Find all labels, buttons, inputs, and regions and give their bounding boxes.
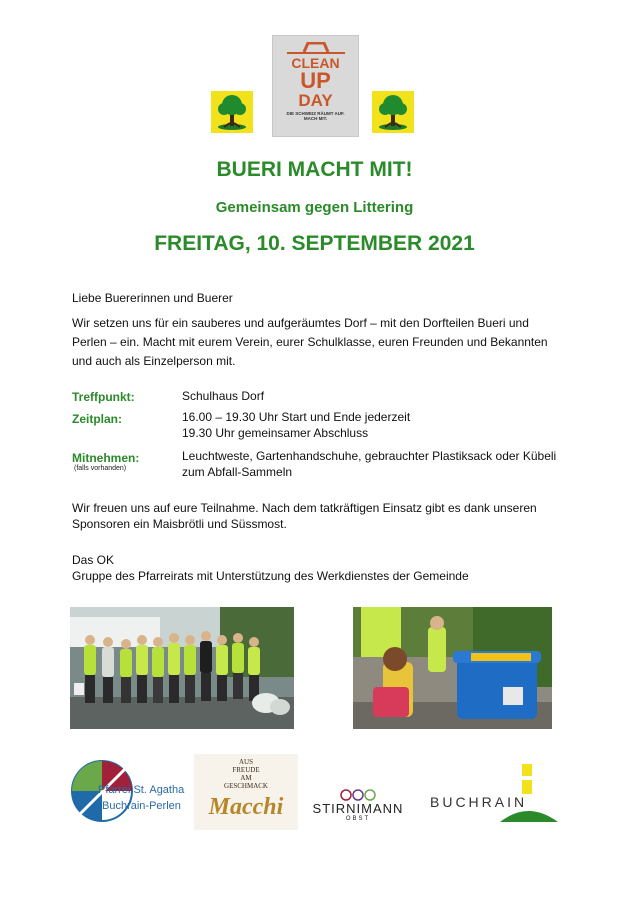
meet-label: Treffpunkt: [72, 390, 135, 404]
bring-value: Leuchtweste, Gartenhandschuhe, gebrauchter Plastiksack oder Kübeli zum Abfall-Sammeln [182, 449, 557, 479]
pfarrei-name-line-1: Pfarrei St. Agatha [98, 784, 185, 796]
pfarrei-name-line-2: Buchrain-Perlen [102, 800, 181, 812]
macchi-wordmark: Macchi [208, 794, 284, 820]
tree-badge-left [211, 91, 253, 133]
tree-badge-right [372, 91, 414, 133]
tree-icon [375, 93, 411, 131]
greeting: Liebe Buererinnen und Buerer [72, 291, 233, 305]
buchrain-logo-icon [500, 760, 560, 824]
subheadline: Gemeinsam gegen Littering [215, 199, 414, 216]
sponsor-buchrain [430, 760, 560, 826]
bring-note: (falls vorhanden) [74, 465, 127, 472]
logo-word-up: UP [300, 68, 331, 93]
bag-handle-icon [286, 42, 346, 52]
headline: BUERI MACHT MIT! [216, 158, 413, 181]
closing-paragraph: Wir freuen uns auf eure Teilnahme. Nach dem tatkräftigen Einsatz gibt es dank unseren Sponsoren ein Maisbrötli und Süssmost. [72, 501, 537, 531]
macchi-tag-3: AM [240, 774, 252, 782]
schedule-label: Zeitplan: [72, 412, 122, 426]
tree-icon [214, 93, 250, 131]
signature-group: Gruppe des Pfarreirats mit Unterstützung des Werkdienstes der Gemeinde [72, 569, 469, 583]
fruit-icon [338, 785, 378, 801]
bring-label: Mitnehmen: [72, 451, 140, 465]
logo-tagline: DIE SCHWEIZ RÄUMT AUF. MACH MIT. [286, 111, 345, 122]
macchi-tag-4: GESCHMACK [224, 782, 268, 790]
schedule-line-1: 16.00 – 19.30 Uhr Start und Ende jederzeit [182, 410, 411, 424]
macchi-tag-1: AUS [238, 758, 253, 766]
sponsor-pfarrei [70, 758, 190, 824]
logo-word-clean: CLEAN [291, 55, 340, 71]
schedule-line-2: 19.30 Uhr gemeinsamer Abschluss [182, 426, 369, 440]
clean-up-day-logo [272, 35, 359, 137]
logo-word-day: DAY [298, 91, 333, 110]
sponsor-stirnimann [302, 785, 414, 825]
photo-group-volunteers [70, 607, 294, 729]
event-date: FREITAG, 10. SEPTEMBER 2021 [154, 232, 475, 255]
meet-value: Schulhaus Dorf [182, 389, 265, 403]
signature-ok: Das OK [72, 553, 115, 567]
sponsor-macchi [194, 754, 298, 830]
photo-kids-recycling [353, 607, 552, 729]
macchi-tag-2: FREUDE [232, 766, 260, 774]
intro-paragraph: Wir setzen uns für ein sauberes und aufgeräumtes Dorf – mit den Dorfteilen Bueri und Perlen – ein. Macht mit eurem Verein, eurer Schulklasse, euren Freunden und Bekannten und auch als Einzelperson mit. [72, 316, 548, 368]
stirnimann-sub: OBST [345, 816, 371, 822]
stirnimann-wordmark: STIRNIMANN [312, 801, 404, 816]
buchrain-wordmark: BUCHRAIN [430, 794, 528, 810]
